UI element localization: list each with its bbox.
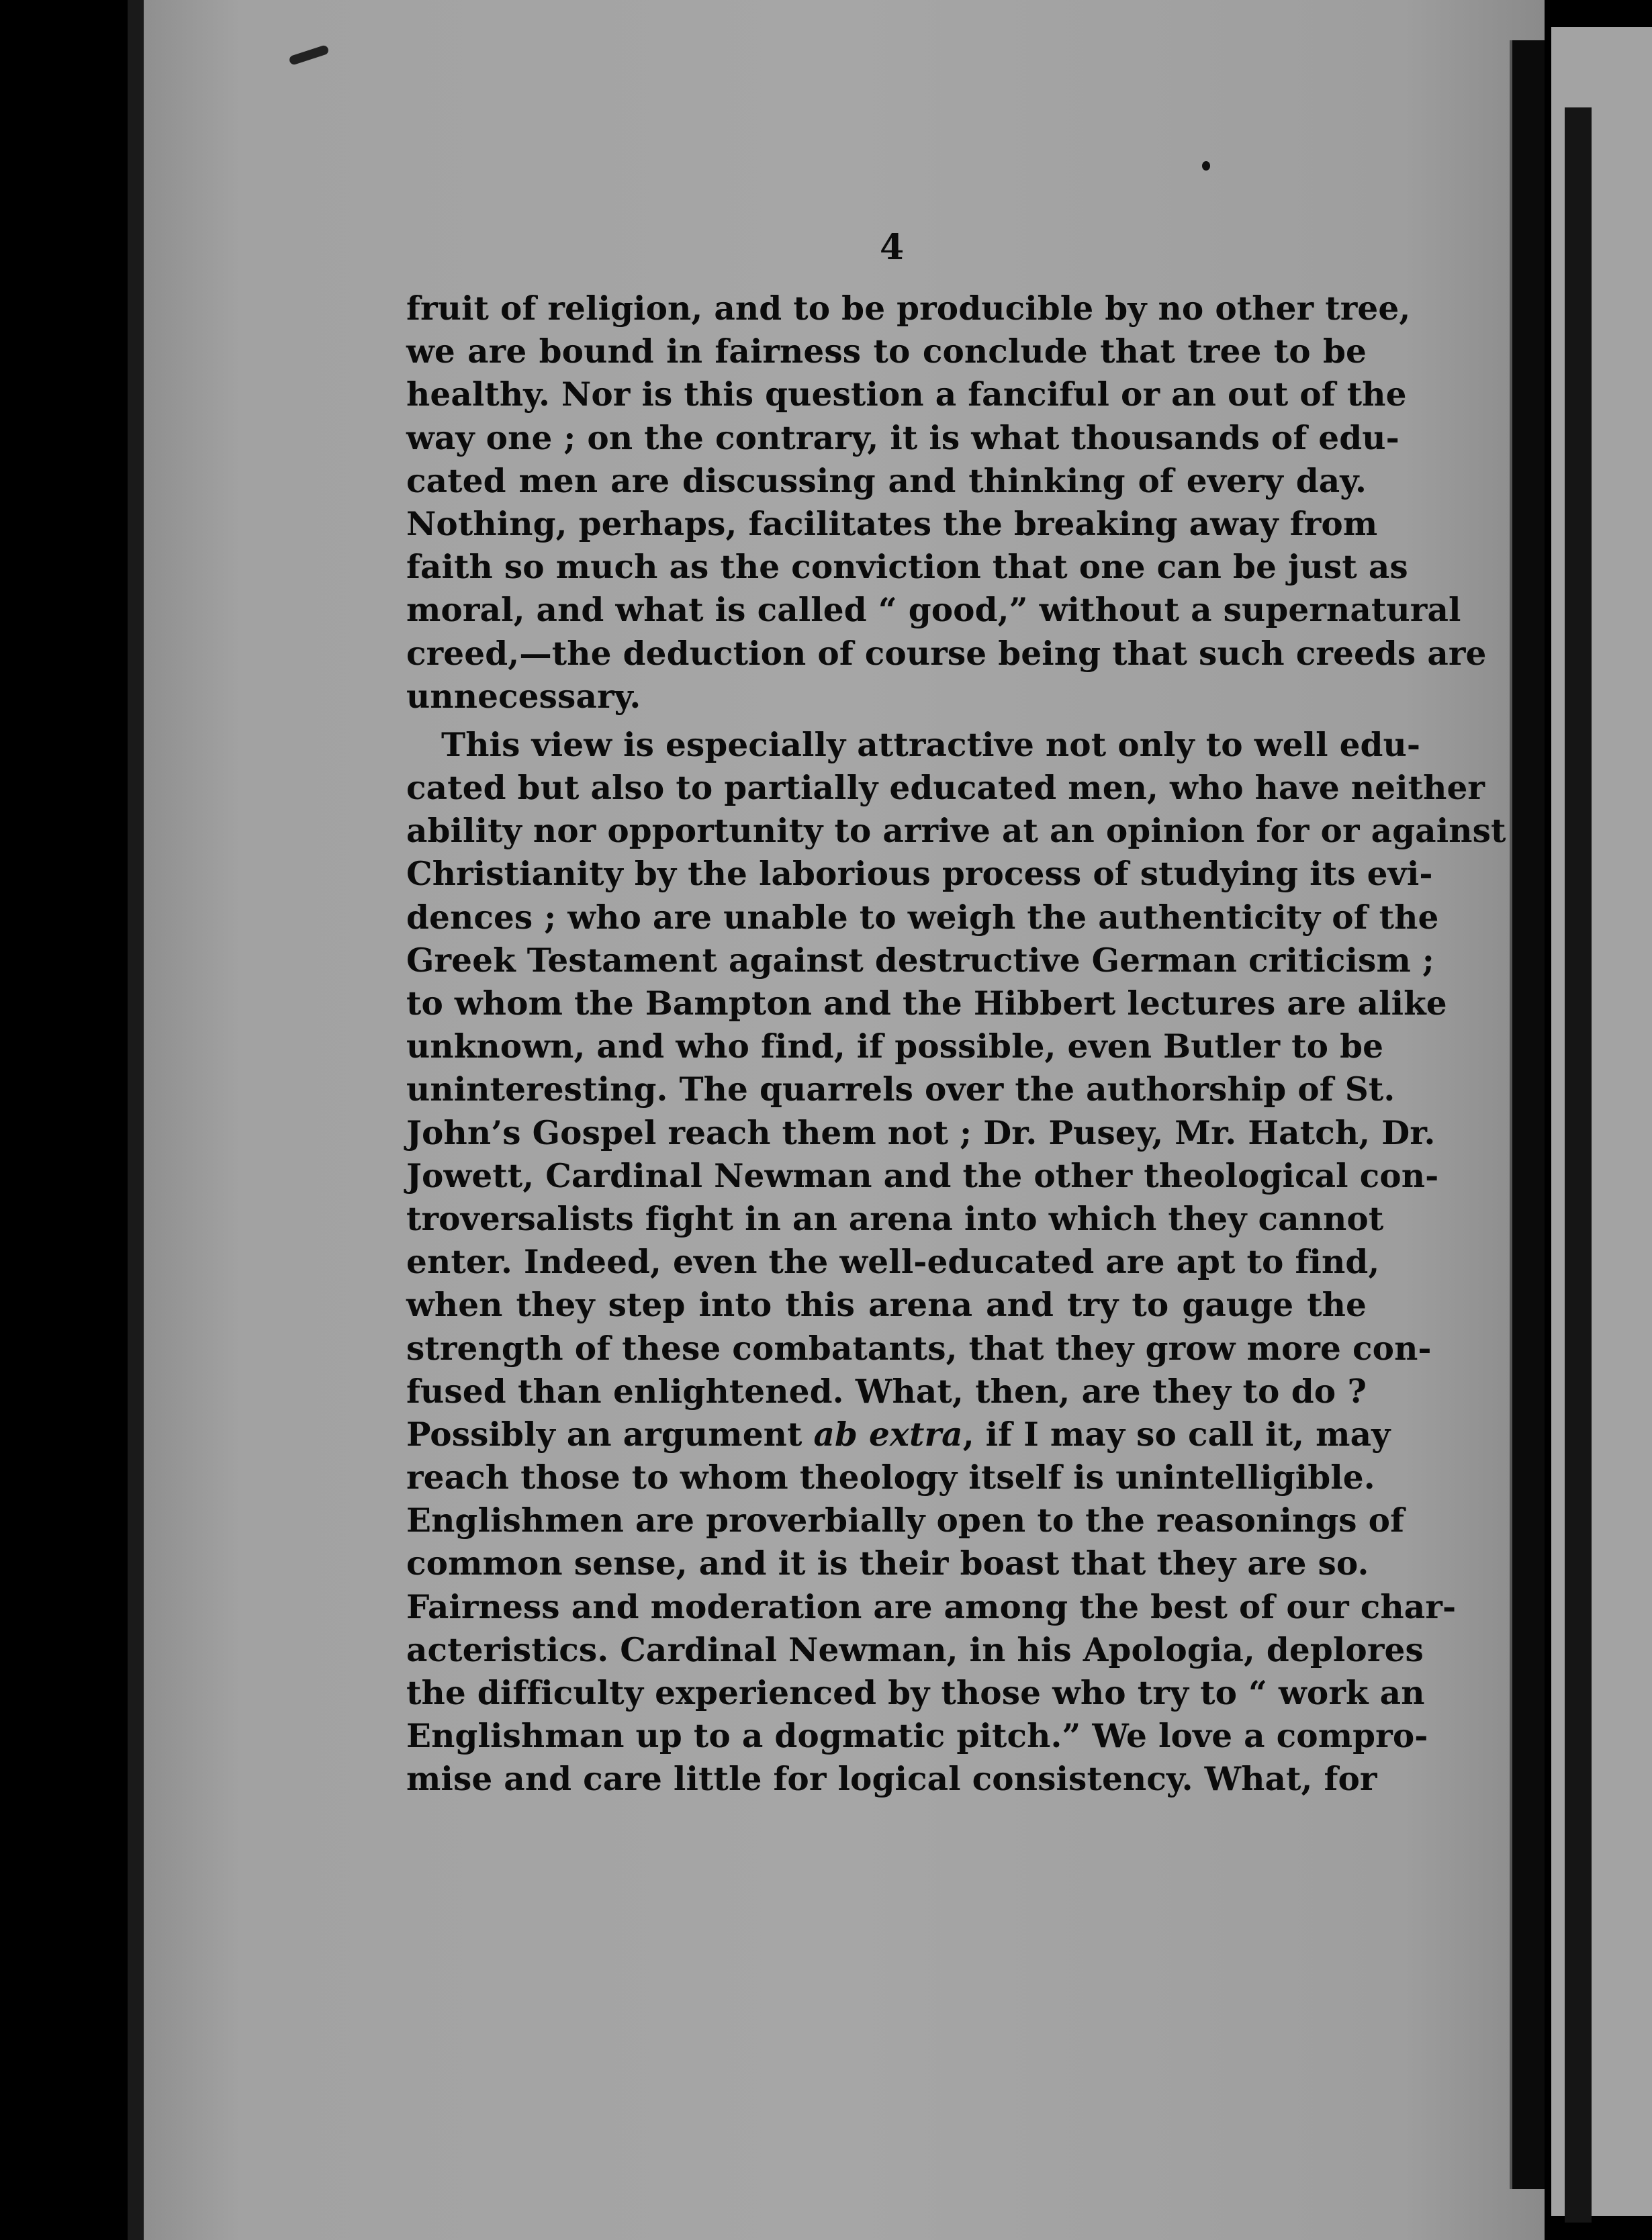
page-left-shadow — [128, 0, 144, 2240]
text-line: dences ; who are unable to weigh the authenticity of the — [406, 898, 1439, 937]
text-line: we are bound in fairness to conclude that tree to be — [406, 332, 1367, 371]
text-line: Englishman up to a dogmatic pitch.” We love a compro- — [406, 1717, 1428, 1756]
paragraph-2 — [406, 724, 1506, 1802]
text-line: unnecessary. — [406, 677, 641, 716]
text-line: common sense, and it is their boast that they are so. — [406, 1544, 1369, 1583]
text-line: unknown, and who find, if possible, even Butler to be — [406, 1027, 1384, 1066]
ink-speck — [1202, 161, 1210, 171]
text-line: way one ; on the contrary, it is what thousands of edu- — [406, 418, 1399, 457]
text-line: moral, and what is called “ good,” without a supernatural — [406, 591, 1461, 630]
text-line: fruit of religion, and to be producible by no other tree, — [406, 289, 1411, 328]
text-line: troversalists fight in an arena into which they cannot — [406, 1199, 1384, 1238]
text-line: cated but also to partially educated men, who have neither — [406, 769, 1485, 808]
text-line: This view is especially attractive not only to well edu- — [441, 725, 1421, 764]
adjacent-page-gutter — [1565, 107, 1592, 2223]
text-line: mise and care little for logical consistency. What, for — [406, 1760, 1377, 1799]
text-line: reach those to whom theology itself is unintelligible. — [406, 1458, 1375, 1497]
text-line: strength of these combatants, that they grow more con- — [406, 1329, 1432, 1368]
text-line: healthy. Nor is this question a fanciful or an out of the — [406, 375, 1407, 414]
text-line: Jowett, Cardinal Newman and the other theological con- — [406, 1156, 1439, 1195]
text-line: Fairness and moderation are among the best of our char- — [406, 1587, 1457, 1626]
text-line: when they step into this arena and try to gauge the — [406, 1286, 1367, 1325]
text-line: enter. Indeed, even the well-educated are apt to find, — [406, 1243, 1380, 1282]
text-line: Greek Testament against destructive German criticism ; — [406, 941, 1434, 980]
text-line: John’s Gospel reach them not ; Dr. Pusey, Mr. Hatch, Dr. — [406, 1113, 1436, 1152]
text-line: Englishmen are proverbially open to the reasonings of — [406, 1501, 1405, 1540]
page-binding-shadow — [1510, 40, 1545, 2189]
text-line: fused than enlightened. What, then, are they to do ? — [406, 1372, 1367, 1411]
text-line: uninteresting. The quarrels over the authorship of St. — [406, 1070, 1395, 1109]
text-line: Christianity by the laborious process of studying its evi- — [406, 855, 1433, 894]
text-line: the difficulty experienced by those who try to “ work an — [406, 1674, 1425, 1712]
text-line: Nothing, perhaps, facilitates the breaking away from — [406, 504, 1378, 543]
text-line: ability nor opportunity to arrive at an opinion for or against — [406, 812, 1506, 851]
text-line: cated men are discussing and thinking of every day. — [406, 461, 1367, 500]
text-line: to whom the Bampton and the Hibbert lectures are alike — [406, 984, 1447, 1023]
page-number: 4 — [880, 227, 905, 268]
italic-phrase: ab extra — [813, 1415, 963, 1454]
text-line: Possibly an argument ab extra, if I may so call it, may — [406, 1415, 1391, 1454]
text-line: faith so much as the conviction that one can be just as — [406, 548, 1408, 587]
text-line: creed,—the deduction of course being that such creeds are — [406, 634, 1487, 673]
paragraph-1 — [406, 287, 1487, 718]
text-line: acteristics. Cardinal Newman, in his Apologia, deplores — [406, 1630, 1424, 1669]
body-text — [406, 287, 1506, 1802]
